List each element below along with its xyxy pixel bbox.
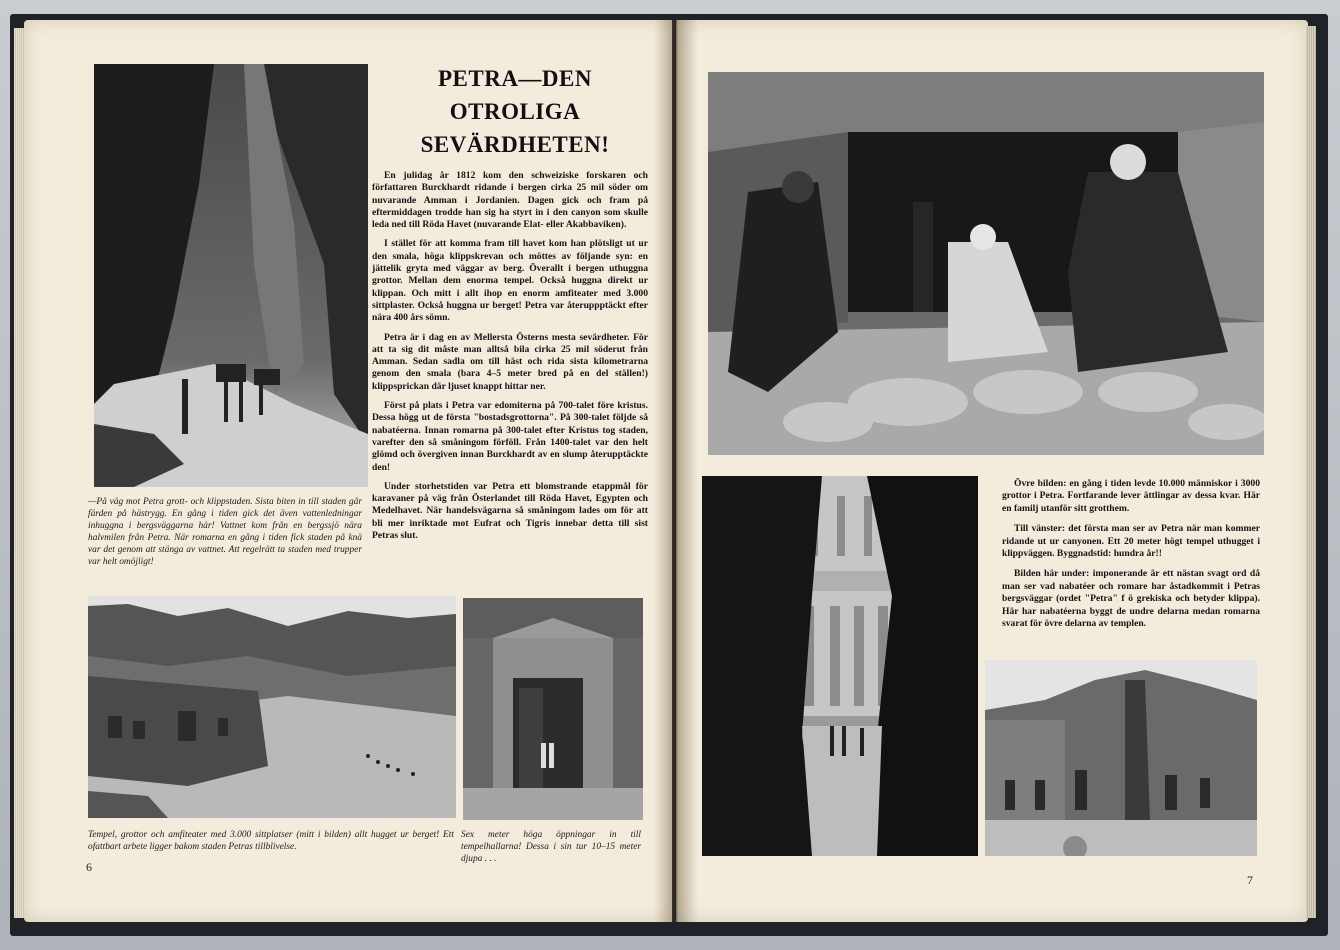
article-paragraph: En julidag år 1812 kom den schweiziske forskaren och författaren Burckhardt ridande i bergen cirka 25 mil söder om nuvarande Amman i Jordanien. Dagen gick och fram på eftermiddagen trodde han sig ha styrt in i den canyon som skulle leda ned till Röda Havet (nuvarande Elat- eller Akabbaviken). (372, 170, 648, 231)
caption-canyon-riders: —På väg mot Petra grott- och klippstaden. Sista biten in till staden går färden på hästrygg. En gång i tiden gick det även vattenledningar inhuggna i bergsväggarna här! Vattnet kom från en bergssjö nära halvmilen från Petra. När romarna en gång i tiden fick staden på knä var det genom att stänga av vattnet. Att regelrätt ta staden med trupper var helt omöjligt! (88, 497, 362, 567)
article-paragraph: Petra är i dag en av Mellersta Österns mesta sevärdheter. För att ta sig dit måste man alltså bila cirka 25 mil söderut från Amman. Sedan sadla om till häst och rida sista kilometrarna genom den smala (bara 4–5 meter bred på en del ställen!) klippsprickan där ljuset knappt hittar ner. (372, 331, 648, 392)
photo-temples-panorama (88, 596, 456, 818)
caption-temples-panorama: Tempel, grottor och amfiteater med 3.000 sittplatser (mitt i bilden) allt hugget ur berget! Ett ofattbart arbete ligger bakom staden Petras tillblivelse. (88, 830, 454, 852)
title-line-1: PETRA—DEN (437, 66, 592, 91)
article-title (395, 62, 635, 161)
caption-royal-tombs: Bilden här under: imponerande är ett nästan svagt ord då man ser vad nabatéer och romare har åstadkommit i Petras bergsväggar (ordet "Petra" f ö grekiska och betyder klippa). Här har nabatéerna byggt de undre delarna medan romarna svarat för övre delarna av templen. (1002, 568, 1260, 630)
article-paragraph: Under storhetstiden var Petra ett blomstrande etappmål för karavaner på väg från Österlandet till Röda Havet, Egypten och Medelhavet. När handelsvägarna så småningom lades om för att bli mer inriktade mot Eufrat och Tigris innebar detta till sist Petras slut. (372, 480, 648, 542)
captions-right-column (1002, 478, 1260, 638)
photo-treasury-from-siq (702, 476, 978, 856)
page-number-right: 7 (1247, 873, 1253, 887)
article-paragraph: I stället för att komma fram till havet kom han plötsligt ut ur den smala, höga klippskrevan och möttes av följande syn: en jättelik gryta med väggar av berg. Överallt i bergen uthuggna grottor. Mellan dem enorma tempel. Också huggna direkt ur klippan. Och mitt i allt ihop en enorm amfiteater med 3.000 sittplaster. Också huggna ur berget! Petra var återuppptäckt efter nära 400 års sömn. (372, 238, 648, 324)
caption-cave-family: Övre bilden: en gång i tiden levde 10.000 människor i 3000 grottor i Petra. Fortfarande lever ättlingar av dessa kvar. Här en familj utanför sitt grotthem. (1002, 478, 1260, 514)
photo-royal-tombs (985, 660, 1257, 856)
caption-tomb-doorway: Sex meter höga öppningar in till tempelhallarna! Dessa i sin tur 10–15 meter djupa . . . (461, 830, 641, 864)
page-edges-right (1306, 26, 1316, 918)
photo-tomb-doorway (463, 598, 643, 820)
photo-cave-family (708, 72, 1264, 455)
book-gutter (654, 20, 698, 922)
title-line-2: OTROLIGA (449, 99, 581, 124)
article-body (372, 170, 648, 549)
photo-canyon-riders (94, 64, 368, 487)
page-number-left: 6 (86, 860, 92, 874)
title-line-3: SEVÄRDHETEN! (420, 132, 610, 157)
caption-treasury: Till vänster: det första man ser av Petra när man kommer ridande ut ur canyonen. Ett 20 meter högt tempel uthugget i klippväggen. Byggnadstid: hundra år!! (1002, 523, 1260, 560)
article-paragraph: Först på plats i Petra var edomiterna på 700-talet före kristus. Dessa högg ut de första "bostadsgrottorna". På 300-talet följde så nabatéerna. Innan romarna på 300-talet efter Kristus tog staden, varefter den så småningom förföll. Från 1400-talet var den helt glömd och övergiven innan Burckhardt av en slump återupptäckte den! (372, 400, 648, 473)
